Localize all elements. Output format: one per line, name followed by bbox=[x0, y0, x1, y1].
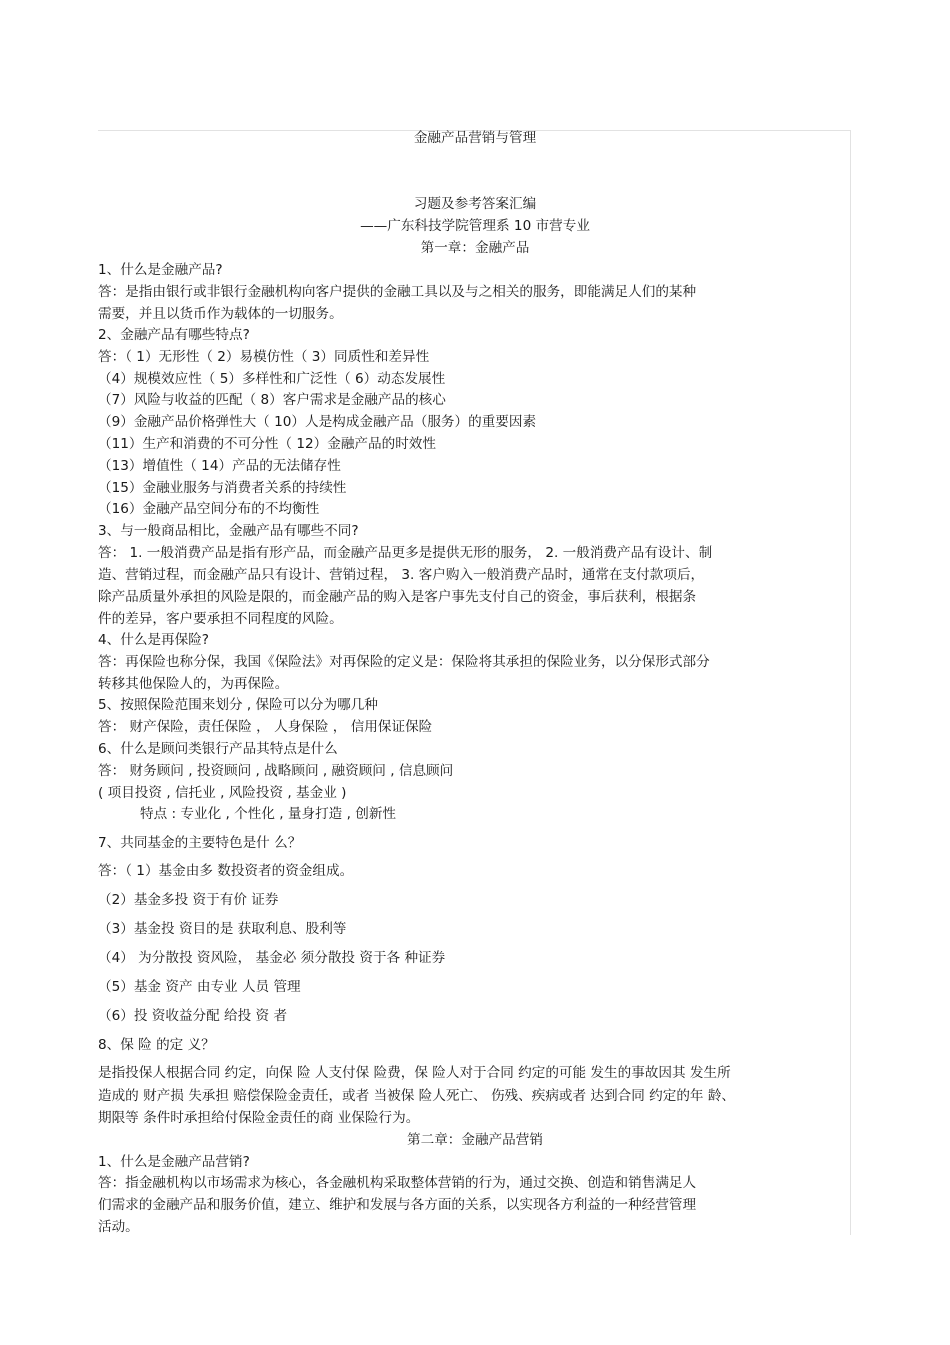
answer-line: 答： 财产保险，责任保险 ， 人身保险 ， 信用保证保险 bbox=[98, 719, 433, 735]
answer-line: （16）金融产品空间分布的不均衡性 bbox=[98, 501, 320, 517]
answer-line: （9）金融产品价格弹性大（ 10）人是构成金融产品（服务）的重要因素 bbox=[98, 414, 537, 430]
answer-line: （3）基金投 资目的是 获取利息、股利等 bbox=[98, 921, 347, 937]
answer-line: （5）基金 资产 由专业 人员 管理 bbox=[98, 979, 301, 995]
answer-line: （7）风险与收益的匹配（ 8）客户需求是金融产品的核心 bbox=[98, 392, 446, 408]
question-1: 1、什么是金融产品? bbox=[98, 262, 223, 278]
document-subtitle: 习题及参考答案汇编 bbox=[413, 196, 537, 212]
answer-line: 需要，并且以货币作为载体的一切服务。 bbox=[98, 306, 343, 322]
answer-line: （6）投 资收益分配 给投 资 者 bbox=[98, 1008, 288, 1024]
question-4: 4、什么是再保险? bbox=[98, 632, 210, 648]
answer-line: 造成的 财产损 失承担 赔偿保险金责任，或者 当被保 险人死亡、 伤残、疾病或者 达到合同 约定的年 龄、 bbox=[98, 1088, 736, 1104]
answer-line: （4） 为分散投 资风险， 基金必 须分散投 资于各 种证券 bbox=[98, 950, 446, 966]
answer-line: 除产品质量外承担的风险是限的，而金融产品的购入是客户事先支付自己的资金，事后获利，根据条 bbox=[98, 589, 697, 605]
answer-line: 特点 : 专业化 , 个性化 , 量身打造 , 创新性 bbox=[140, 806, 397, 822]
answer-line: 造、营销过程，而金融产品只有设计、营销过程， 3. 客户购入一般消费产品时，通常在支付款项后， bbox=[98, 567, 705, 583]
document-source: ——广东科技学院管理系 10 市营专业 bbox=[360, 218, 590, 234]
answer-line: （13）增值性（ 14）产品的无法储存性 bbox=[98, 458, 341, 474]
chapter-2-heading: 第二章：金融产品营销 bbox=[407, 1132, 543, 1148]
chapter-2-question-1: 1、什么是金融产品营销? bbox=[98, 1154, 250, 1170]
answer-line: 答：（ 1）无形性（ 2）易模仿性（ 3）同质性和差异性 bbox=[98, 349, 430, 365]
answer-line: 期限等 条件时承担给付保险金责任的商 业保险行为。 bbox=[98, 1110, 420, 1126]
question-8: 8、保 险 的定 义？ bbox=[98, 1037, 215, 1053]
question-5: 5、按照保险范围来划分 , 保险可以分为哪几种 bbox=[98, 697, 378, 713]
answer-line: （11）生产和消费的不可分性（ 12）金融产品的时效性 bbox=[98, 436, 436, 452]
answer-line: （15）金融业服务与消费者关系的持续性 bbox=[98, 480, 347, 496]
answer-line: 是指投保人根据合同 约定，向保 险 人支付保 险费，保 险人对于合同 约定的可能 发生的事故因其 发生所 bbox=[98, 1065, 731, 1081]
question-7: 7、共同基金的主要特色是什 么？ bbox=[98, 835, 302, 851]
answer-line: 件的差异，客户要承担不同程度的风险。 bbox=[98, 611, 343, 627]
answer-line: （2）基金多投 资于有价 证券 bbox=[98, 892, 279, 908]
answer-line: 答：指金融机构以市场需求为核心，各金融机构采取整体营销的行为，通过交换、创造和销售满足人 bbox=[98, 1175, 697, 1191]
question-6: 6、什么是顾问类银行产品其特点是什么 bbox=[98, 741, 338, 757]
answer-line: 答：（ 1）基金由多 数投资者的资金组成。 bbox=[98, 863, 354, 879]
answer-line: 答： 1. 一般消费产品是指有形产品，而金融产品更多是提供无形的服务， 2. 一般消费产品有设计、制 bbox=[98, 545, 713, 561]
answer-line: 答：是指由银行或非银行金融机构向客户提供的金融工具以及与之相关的服务，即能满足人们的某种 bbox=[98, 284, 697, 300]
document-title: 金融产品营销与管理 bbox=[413, 130, 537, 146]
page-border-right bbox=[850, 130, 851, 1235]
answer-line: 答： 财务顾问 , 投资顾问 , 战略顾问 , 融资顾问 , 信息顾问 bbox=[98, 763, 454, 779]
answer-line: 转移其他保险人的，为再保险。 bbox=[98, 676, 289, 692]
chapter-1-heading: 第一章：金融产品 bbox=[420, 240, 530, 256]
question-2: 2、金融产品有哪些特点? bbox=[98, 327, 250, 343]
answer-line: （4）规模效应性（ 5）多样性和广泛性（ 6）动态发展性 bbox=[98, 371, 446, 387]
question-3: 3、与一般商品相比，金融产品有哪些不同? bbox=[98, 523, 359, 539]
answer-line: 活动。 bbox=[98, 1219, 139, 1235]
answer-line: 们需求的金融产品和服务价值，建立、维护和发展与各方面的关系，以实现各方利益的一种经营管理 bbox=[98, 1197, 697, 1213]
answer-line: 答：再保险也称分保，我国《保险法》对再保险的定义是：保险将其承担的保险业务，以分保形式部分 bbox=[98, 654, 710, 670]
answer-line: ( 项目投资 , 信托业 , 风险投资 , 基金业 ) bbox=[98, 785, 347, 801]
